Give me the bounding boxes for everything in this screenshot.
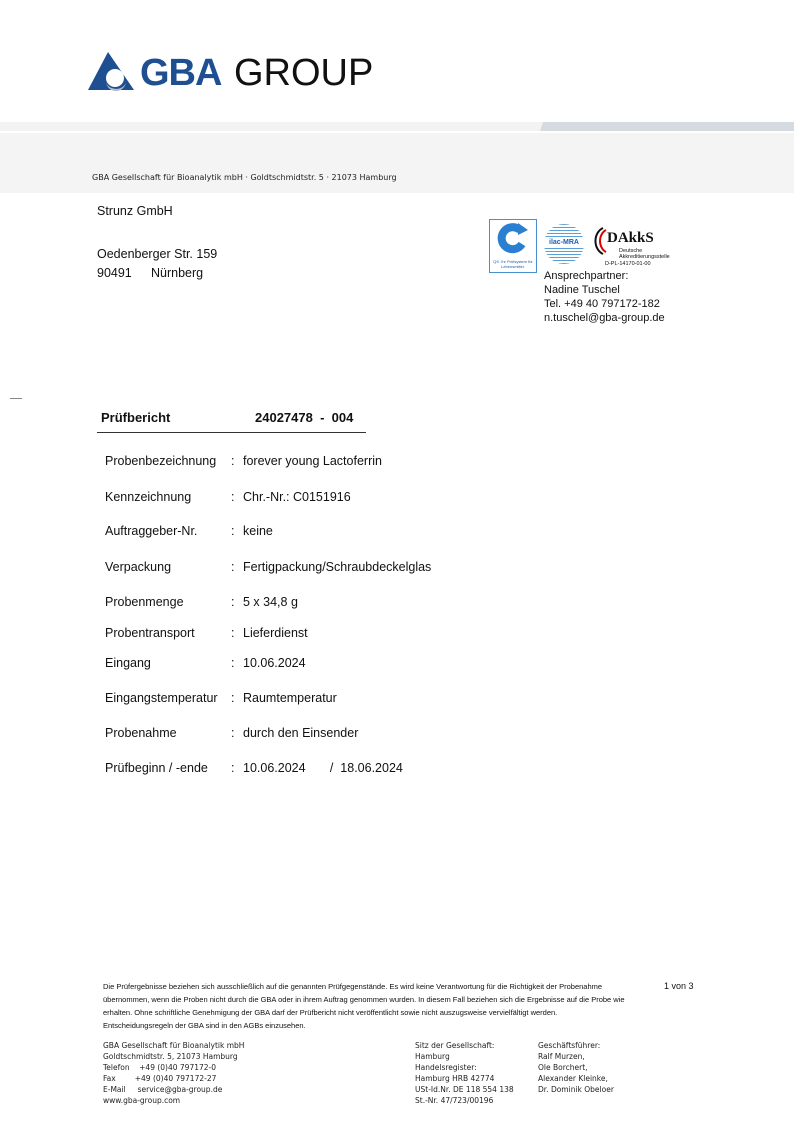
sender-line: GBA Gesellschaft für Bioanalytik mbH · Goldtschmidtstr. 5 · 21073 Hamburg: [92, 173, 397, 182]
field-label: Auftraggeber-Nr.: [105, 524, 198, 538]
disclaimer-line: Entscheidungsregeln der GBA sind in den AGBs einzusehen.: [103, 1021, 306, 1030]
recipient-street: Oedenberger Str. 159: [97, 247, 218, 261]
qs-arrow-icon: [490, 220, 536, 254]
footer-line: St.-Nr. 47/723/00196: [415, 1096, 494, 1105]
contact-email[interactable]: n.tuschel@gba-group.de: [544, 312, 665, 324]
gba-logo: [88, 52, 378, 94]
field-value: Lieferdienst: [243, 626, 308, 640]
contact-block: [544, 269, 665, 325]
field-value: Chr.-Nr.: C0151916: [243, 490, 351, 504]
field-colon: :: [231, 490, 235, 504]
footer-company: [103, 1040, 244, 1106]
disclaimer-line: erhalten. Ohne schriftliche Genehmigung der GBA darf der Prüfbericht nicht veröffentlicht sowie nicht auszugsweise vervielfältigt werden.: [103, 1008, 558, 1017]
header-band: [0, 133, 794, 193]
field-label: Probentransport: [105, 626, 195, 640]
dakks-text: DAkkS: [607, 230, 654, 246]
dakks-sub1: Deutsche: [619, 248, 643, 254]
footer-line: Ralf Murzen,: [538, 1052, 585, 1061]
field-value: 10.06.2024: [243, 656, 306, 670]
recipient-company: Strunz GmbH: [97, 204, 173, 218]
dakks-flag-icon: [593, 226, 607, 256]
contact-phone: Tel. +49 40 797172-182: [544, 298, 660, 310]
footer-line: Ole Borchert,: [538, 1063, 588, 1072]
field-value: forever young Lactoferrin: [243, 454, 382, 468]
logo-triangle-icon: [88, 52, 136, 92]
footer-line: Hamburg: [415, 1052, 450, 1061]
field-value: 10.06.2024 / 18.06.2024: [243, 761, 403, 775]
field-colon: :: [231, 726, 235, 740]
footer-line: Sitz der Gesellschaft:: [415, 1041, 495, 1050]
logo-text-light: GROUP: [234, 52, 374, 94]
field-label: Verpackung: [105, 560, 172, 574]
ilac-badge: [544, 224, 584, 264]
ilac-text: ilac-MRA: [544, 239, 584, 246]
field-value: durch den Einsender: [243, 726, 359, 740]
field-label: Eingang: [105, 656, 151, 670]
field-label: Probenmenge: [105, 595, 184, 609]
page-number: 1 von 3: [664, 981, 694, 991]
dakks-badge: [593, 224, 703, 272]
field-colon: :: [231, 454, 235, 468]
field-colon: :: [231, 691, 235, 705]
field-colon: :: [231, 656, 235, 670]
footer-line: Geschäftsführer:: [538, 1041, 601, 1050]
field-colon: :: [231, 595, 235, 609]
footer-line: Fax +49 (0)40 797172-27: [103, 1074, 217, 1083]
disclaimer: [103, 980, 625, 1032]
report-number: 24027478 - 004: [255, 410, 354, 425]
footer-line: Hamburg HRB 42774: [415, 1074, 495, 1083]
field-value: 5 x 34,8 g: [243, 595, 298, 609]
field-value: Raumtemperatur: [243, 691, 337, 705]
footer-line: Alexander Kleinke,: [538, 1074, 608, 1083]
recipient-zip: 90491: [97, 266, 132, 280]
recipient-city: Nürnberg: [151, 266, 204, 280]
footer-line[interactable]: www.gba-group.com: [103, 1096, 181, 1105]
dakks-sub2: Akkreditierungsstelle: [619, 254, 670, 260]
qs-badge: [489, 219, 537, 273]
footer-line: Telefon +49 (0)40 797172-0: [103, 1063, 217, 1072]
footer-registry: [415, 1040, 514, 1106]
disclaimer-line: Die Prüfergebnisse beziehen sich ausschließlich auf die genannten Prüfgegenstände. Es wird keine Verantwortung für die Richtigkeit der Probenahme: [103, 982, 603, 991]
footer-line: Handelsregister:: [415, 1063, 477, 1072]
logo-text-bold: GBA: [140, 52, 222, 94]
field-label: Eingangstemperatur: [105, 691, 218, 705]
title-underline: [97, 432, 366, 433]
qs-badge-text: QS. Ihr Prüfsystem für Lebensmittel.: [493, 259, 533, 269]
field-label: Prüfbeginn / -ende: [105, 761, 208, 775]
field-colon: :: [231, 761, 235, 775]
field-label: Probenahme: [105, 726, 177, 740]
field-colon: :: [231, 560, 235, 574]
fold-mark: [10, 398, 22, 399]
field-label: Kennzeichnung: [105, 490, 192, 504]
footer-line[interactable]: E-Mail service@gba-group.de: [103, 1085, 223, 1094]
footer-line: Dr. Dominik Obeloer: [538, 1085, 614, 1094]
disclaimer-line: übernommen, wenn die Proben nicht durch die GBA oder in ihrem Auftrag genommen wurden. In diesem Fall beziehen sich die Ergebnisse auf die Probe wie: [103, 995, 625, 1004]
field-colon: :: [231, 524, 235, 538]
header-accent-strip: [540, 122, 794, 131]
footer-management: [538, 1040, 614, 1095]
report-title: Prüfbericht: [101, 410, 171, 425]
field-colon: :: [231, 626, 235, 640]
footer-line: GBA Gesellschaft für Bioanalytik mbH: [103, 1041, 245, 1050]
footer-line: Goldtschmidtstr. 5, 21073 Hamburg: [103, 1052, 238, 1061]
contact-name: Nadine Tuschel: [544, 284, 620, 296]
dakks-id: D-PL-14170-01-00: [605, 261, 651, 267]
field-value: keine: [243, 524, 273, 538]
footer-line: USt-Id.Nr. DE 118 554 138: [415, 1085, 514, 1094]
contact-label: Ansprechpartner:: [544, 270, 629, 282]
field-label: Probenbezeichnung: [105, 454, 217, 468]
field-value: Fertigpackung/Schraubdeckelglas: [243, 560, 432, 574]
